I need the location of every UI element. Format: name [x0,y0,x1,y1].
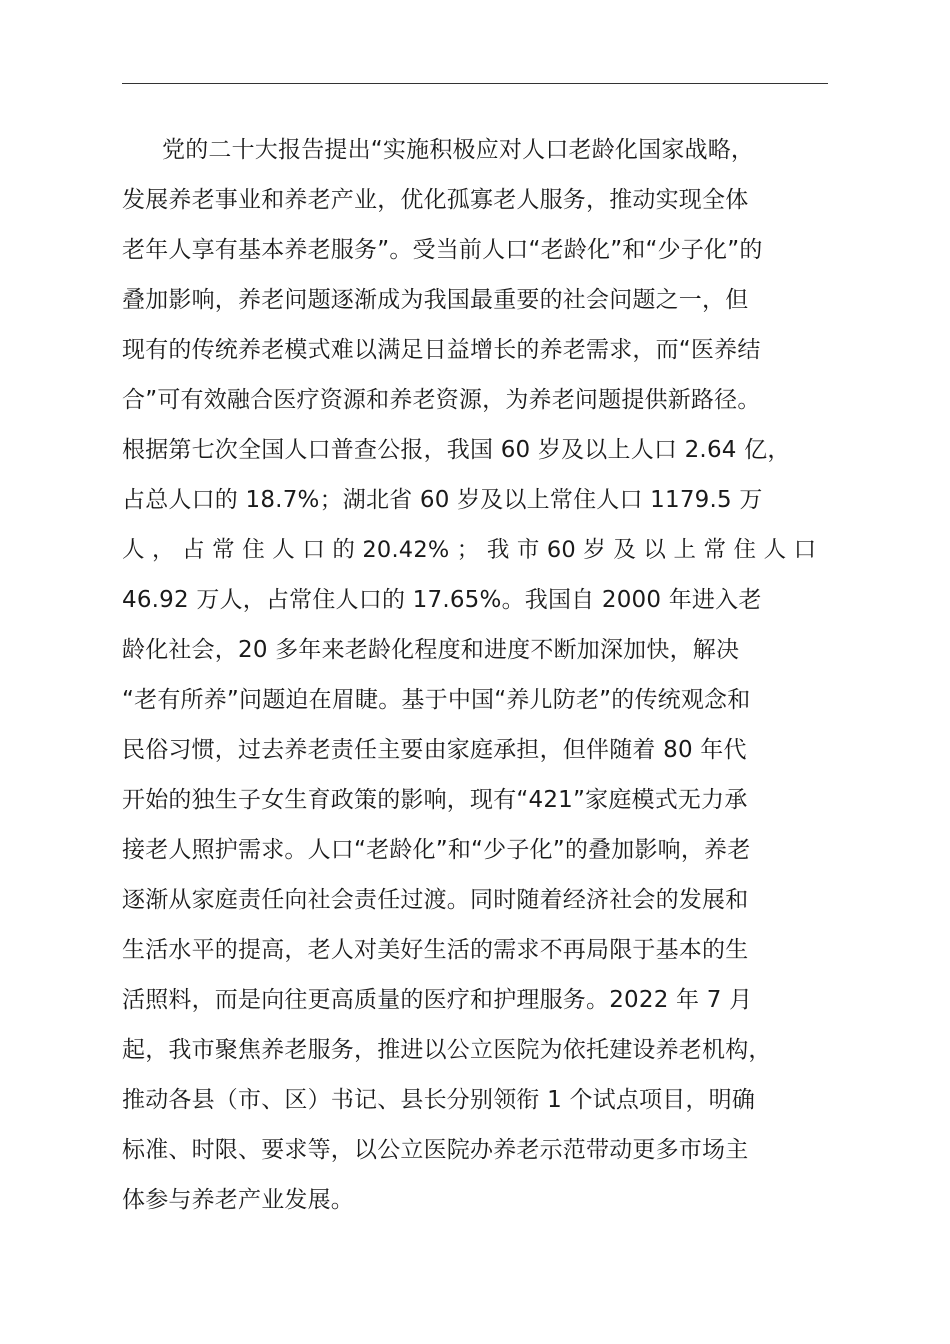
text-line: “老有所养”问题迫在眉睫。基于中国“养儿防老”的传统观念和 [122,687,751,713]
text-line: 合”可有效融合医疗资源和养老资源，为养老问题提供新路径。 [122,387,761,413]
text-line: 生活水平的提高，老人对美好生活的需求不再局限于基本的生 [122,937,749,963]
text-line: 起，我市聚焦养老服务，推进以公立医院为依托建设养老机构， [122,1037,772,1063]
header-rule [122,83,828,84]
text-line: 标准、时限、要求等，以公立医院办养老示范带动更多市场主 [122,1137,749,1163]
text-line: 接老人照护需求。人口“老龄化”和“少子化”的叠加影响，养老 [122,837,751,863]
text-line: 老年人享有基本养老服务”。受当前人口“老龄化”和“少子化”的 [122,237,763,263]
text-line: 根据第七次全国人口普查公报，我国 60 岁及以上人口 2.64 亿， [122,437,791,463]
text-line: 龄化社会，20 多年来老龄化程度和进度不断加深加快，解决 [122,637,740,663]
text-line: 46.92 万人，占常住人口的 17.65%。我国自 2000 年进入老 [122,587,762,613]
text-line: 发展养老事业和养老产业，优化孤寡老人服务，推动实现全体 [122,187,749,213]
text-line: 活照料，而是向往更高质量的医疗和护理服务。2022 年 7 月 [122,987,753,1013]
text-line: 人 ， 占 常 住 人 口 的 20.42% ； 我 市 60 岁 及 以 上 常 住 人 口 [122,537,817,563]
text-line: 推动各县（市、区）书记、县长分别领衔 1 个试点项目，明确 [122,1087,756,1113]
text-line: 现有的传统养老模式难以满足日益增长的养老需求，而“医养结 [122,337,761,363]
text-line: 党的二十大报告提出“实施积极应对人口老龄化国家战略， [162,137,755,163]
text-line: 体参与养老产业发展。 [122,1187,354,1213]
text-line: 占总人口的 18.7%；湖北省 60 岁及以上常住人口 1179.5 万 [122,487,763,513]
text-line: 逐渐从家庭责任向社会责任过渡。同时随着经济社会的发展和 [122,887,749,913]
text-line: 叠加影响，养老问题逐渐成为我国最重要的社会问题之一，但 [122,287,749,313]
body-paragraph [122,125,828,1225]
text-line: 开始的独生子女生育政策的影响，现有“421”家庭模式无力承 [122,787,748,813]
text-line: 民俗习惯，过去养老责任主要由家庭承担，但伴随着 80 年代 [122,737,747,763]
